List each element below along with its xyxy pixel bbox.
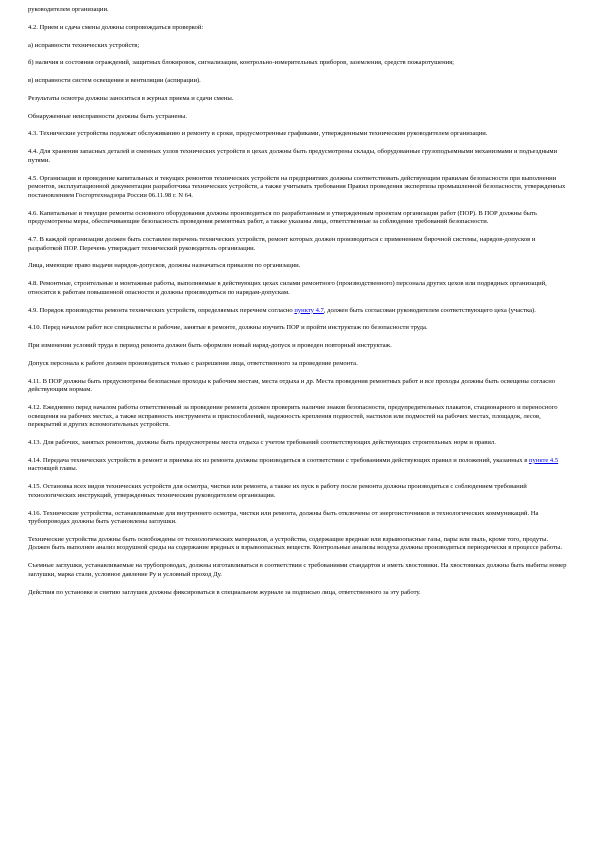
section-paragraph-4-11: 4.11. В ПОР должны быть предусмотрены безопасные проходы к рабочим местам, места отдыха и др. Места проведения ремонтных работ и все проходы должны быть освещены согласно действующим нормам. bbox=[28, 377, 556, 394]
link-point-4-5[interactable]: пункте 4.5 bbox=[528, 456, 559, 464]
section-paragraph-4-12: 4.12. Ежедневно перед началом работы ответственный за проведение ремонта должен проверить наличие знаков безопасности, предупредительных плакатов, стационарного и переносного освещения на рабочих местах, а также исправность инструмента и приспособлений, надежность крепления подмостей, настилов или подмостей на рабочих местах, площадок, лесов, перекрытий и других вспомогательных устройств. bbox=[28, 404, 558, 429]
list-item: б) наличия и состояния ограждений, защитных блокировок, сигнализации, контрольно-измерительных приборов, заземления, средств пожаротушения; bbox=[28, 59, 454, 67]
section-paragraph-4-6: 4.6. Капитальные и текущие ремонты основного оборудования должны производиться по разработанным и утвержденным проектам организации работ (ПОР). В ПОР должны быть предусмотрены меры, обеспечивающие безопасность проведения ремонтных работ, а также указаны лица, ответственные за соблюдение требований безопасности. bbox=[28, 209, 537, 226]
paragraph: Обнаруженные неисправности должны быть устранены. bbox=[28, 112, 188, 120]
list-item: а) исправности технических устройств; bbox=[28, 41, 140, 49]
section-paragraph-4-5: 4.5. Организация и проведение капитальных и текущих ремонтов технических устройств на предприятиях должны соответствовать действующим правилам безопасности при выполнении ремонтов, эксплуатационной документации разработчика технических устройств, а также учитывать требования Правил проведения экспертизы промышленной безопасности, утвержденных постановлением Госгортехнадзора России 06.11.98 г. N 64. bbox=[28, 174, 566, 199]
section-paragraph-4-14 bbox=[28, 457, 568, 474]
paragraph: При изменении условий труда в период ремонта должен быть оформлен новый наряд-допуск и проведен повторный инструктаж. bbox=[28, 342, 392, 350]
paragraph: Допуск персонала к работе должен производиться только с разрешения лица, ответственного за проведение ремонта. bbox=[28, 359, 358, 367]
paragraph-text: 4.14. Передача технических устройств в ремонт и приемка их из ремонта должны производиться в соответствии с требованиями действующих правил и положений, указанных в bbox=[28, 456, 529, 464]
paragraph: Действия по установке и снятию заглушек должны фиксироваться в специальном журнале за подписью лица, ответственного за эту работу. bbox=[28, 588, 421, 596]
section-paragraph-4-13: 4.13. Для рабочих, занятых ремонтом, должны быть предусмотрены места отдыха с учетом требований соответствующих действующих строительных норм и правил. bbox=[28, 438, 496, 446]
paragraph: Технические устройства должны быть освобождены от технологических материалов, а устройства, содержащие вредные или взрывоопасные газы, пары или пыль, кроме того, продуты. Должен быть выполнен анализ воздушной среды на содержание вредных и взрывоопасных веществ. Контрольные анализы воздуха должны производиться периодически в процессе работы. bbox=[28, 535, 562, 552]
link-point-4-7[interactable]: пункту 4.7 bbox=[294, 306, 324, 314]
section-paragraph-4-8: 4.8. Ремонтные, строительные и монтажные работы, выполняемые в действующих цехах силами ремонтного (производственного) персонала других цехов или подрядных организаций, относятся к работам повышенной опасности и должны производиться по нарядам-допускам. bbox=[28, 280, 547, 296]
section-paragraph-4-7: 4.7. В каждой организации должен быть составлен перечень технических устройств, ремонт которых должен производиться с применением бирочной системы, нарядов-допусков и разработкой ПОР. Перечень утверждает технический руководитель организации. bbox=[28, 235, 536, 252]
section-paragraph-4-10: 4.10. Перед началом работ все специалисты и рабочие, занятые в ремонте, должны изучить ПОР и пройти инструктаж по безопасности труда. bbox=[28, 324, 428, 332]
paragraph-text: 4.9. Порядок производства ремонта технических устройств, определяемых перечнем согласно bbox=[28, 306, 295, 314]
section-paragraph-4-3: 4.3. Технические устройства подлежат обслуживанию и ремонту в сроки, предусмотренные графиками, утвержденными техническим руководителем организации. bbox=[28, 130, 488, 138]
paragraph: Результаты осмотра должны заноситься в журнал приема и сдачи смены. bbox=[28, 94, 234, 102]
section-paragraph-4-16: 4.16. Технические устройства, останавливаемые для внутреннего осмотра, чистки или ремонта, должны быть отключены от энергоисточников и технологических коммуникаций. На трубопроводах должны быть установлены заглушки. bbox=[28, 509, 539, 526]
section-paragraph-4-15: 4.15. Остановка всех видов технических устройств для осмотра, чистки или ремонта, а также их пуск в работу после ремонта должны производиться с соблюдением требований технологических инструкций, утвержденных техническим руководителем организации. bbox=[28, 483, 527, 499]
paragraph-text: , должен быть согласован руководителем соответствующего цеха (участка). bbox=[323, 306, 536, 314]
paragraph-text: настоящей главы. bbox=[28, 465, 78, 473]
section-paragraph-4-2: 4.2. Прием и сдача смены должны сопровождаться проверкой: bbox=[28, 23, 204, 31]
section-paragraph-4-9 bbox=[28, 307, 568, 316]
document-page bbox=[28, 6, 568, 606]
paragraph: Лица, имеющие право выдачи нарядов-допусков, должны назначаться приказом по организации. bbox=[28, 262, 301, 270]
section-paragraph-4-4: 4.4. Для хранения запасных деталей и сменных узлов технических устройств в цехах должны быть предусмотрены склады, оборудованные грузоподъемными механизмами и подъездными путями. bbox=[28, 148, 558, 164]
list-item: в) исправности систем освещения и вентиляции (аспирации). bbox=[28, 77, 201, 85]
paragraph: руководителем организации. bbox=[28, 6, 109, 13]
paragraph: Съемные заглушки, устанавливаемые на трубопроводах, должны изготавливаться в соответствии с требованиями стандартов и иметь хвостовики. На хвостовиках должны быть выбиты номер заглушки, марка стали, условное давление Ру и условный проход Ду. bbox=[28, 562, 567, 578]
